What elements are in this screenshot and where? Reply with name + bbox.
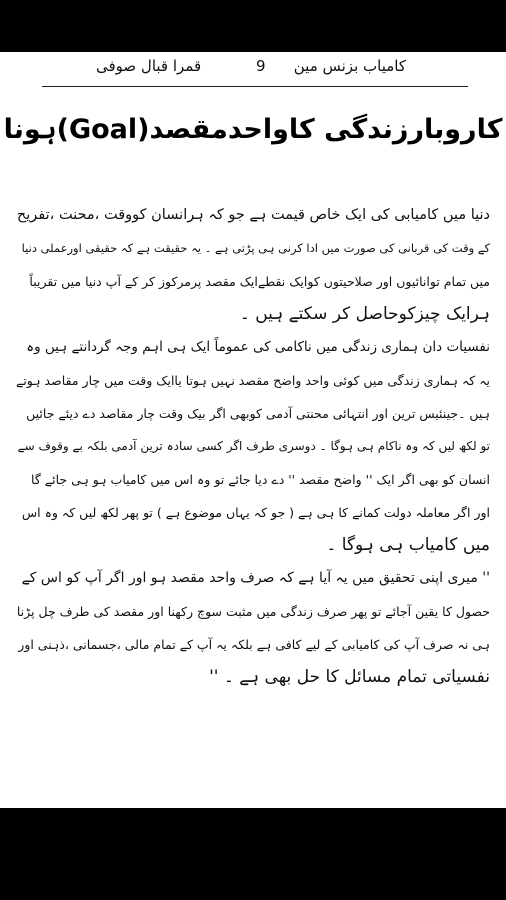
header-book-title: کامیاب بزنس مین — [293, 57, 406, 75]
header-author: قمرا قبال صوفی — [96, 57, 202, 75]
text-line: انسان کو بھی اگر ایک '' واضح مقصد '' دے دیا جائے تو وہ اس میں کامیاب ہو ہی جائے گا — [31, 472, 490, 487]
text-line: تو لکھ لیں کہ وہ ناکام ہی ہوگا ۔ دوسری طرف اگر کسی سادہ ترین آدمی بلکہ بے وقوف سے — [17, 439, 490, 453]
body-text — [16, 199, 490, 694]
header-page-number: 9 — [256, 57, 266, 75]
text-line: حصول کا یقین آجائے تو پھر صرف زندگی میں مثبت سوچ رکھنا اور مقصد کی طرف چل پڑنا — [16, 604, 490, 619]
text-line: اور اگر معاملہ دولت کمانے کا ہی ہے ( جو کہ یہاں موضوع ہے ) تو پھر لکھ لیں کہ وہ اس — [21, 505, 490, 520]
text-line: میں کامیاب ہی ہوگا ۔ — [326, 535, 490, 555]
text-line: نفسیاتی تمام مسائل کا حل بھی ہے ۔ '' — [209, 667, 490, 687]
text-line: ہی نہ صرف آپ کی کامیابی کے لیے کافی ہے بلکہ یہ آپ کے تمام مالی ،جسمانی ،ذہنی اور — [18, 637, 490, 652]
text-line: ہرایک چیزکوحاصل کر سکتے ہیں ۔ — [239, 304, 490, 324]
text-line: ہیں ۔جینئیس ترین اور انتہائی محنتی آدمی کوبھی اگر بیک وقت چار مقاصد دے دیئے جائیں — [26, 406, 490, 421]
text-line: کے وقت کی قربانی کی صورت میں ادا کرنی ہی پڑتی ہے ۔ یہ حقیقت ہے کہ حقیقی اورعملی دنیا — [21, 241, 490, 255]
chapter-title: کاروبارزندگی کاواحدمقصد(Goal)ہونا — [3, 114, 503, 145]
text-line: یہ کہ ہماری زندگی میں کوئی واحد واضح مقصد نہیں ہوتا یاایک وقت میں چار مقاصد ہوتے — [16, 373, 490, 388]
running-header — [0, 53, 506, 83]
text-line: میں تمام توانائیوں اور صلاحیتوں کوایک نقطےایک مقصد پرمرکوز کر کے آپ دنیا میں تقریباً — [29, 274, 490, 289]
text-line: نفسیات دان ہماری زندگی میں ناکامی کی عموماً ایک ہی اہم وجہ گردانتے ہیں وہ — [26, 339, 490, 355]
text-line: دنیا میں کامیابی کی ایک خاص قیمت ہے جو کہ ہرانسان کووقت ،محنت ،تفریح — [16, 207, 490, 223]
header-divider — [42, 86, 468, 87]
text-line: '' میری اپنی تحقیق میں یہ آیا ہے کہ صرف واحد مقصد ہو اور اگر آپ کو اس کے — [21, 570, 490, 586]
